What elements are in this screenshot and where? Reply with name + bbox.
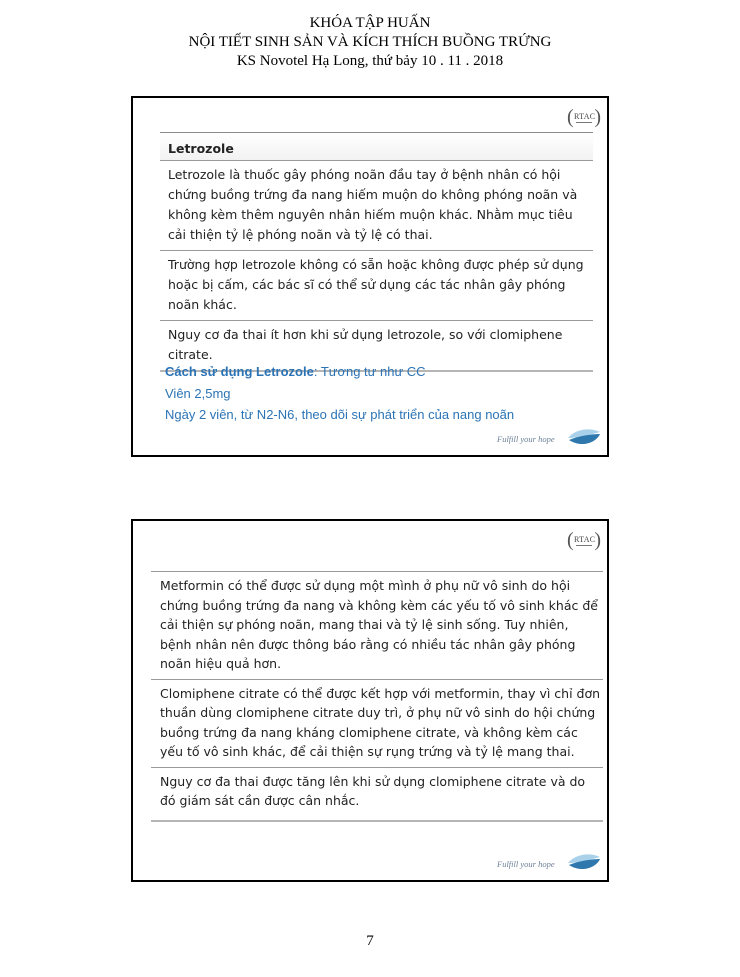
leaf-logo-icon (566, 428, 602, 448)
rtac-logo: ( RTAC ) (567, 529, 601, 551)
slide-footer (497, 853, 602, 875)
footer-slogan: Fulfill your hope (497, 434, 555, 444)
table-header: Letrozole (160, 133, 593, 161)
rtac-logo: ( RTAC ) (567, 106, 601, 128)
table-row: Nguy cơ đa thai được tăng lên khi sử dụng clomiphene citrate và do đó giám sát cần được cân nhắc. (151, 768, 603, 822)
usage-line (165, 364, 426, 379)
dose-line: Viên 2,5mg (165, 386, 231, 401)
page-number: 7 (366, 933, 374, 949)
table-row: Metformin có thể được sử dụng một mình ở phụ nữ vô sinh do hội chứng buồng trứng đa nang và không kèm các yếu tố vô sinh khác để cải thiện sự phóng noãn, mang thai và tỷ lệ sinh sống. Tuy nhiên, bệnh nhân nên được thông báo rằng có nhiều tác nhân gây phóng noãn hiệu quả hơn. (151, 572, 603, 680)
usage-text: : Tương tư như CC (313, 364, 426, 379)
table-row: Clomiphene citrate có thể được kết hợp với metformin, thay vì chỉ đơn thuần dùng clomiphene citrate duy trì, ở phụ nữ vô sinh do hội chứng buồng trứng đa nang kháng clomiphene citrate, và không kèm các yếu tố vô sinh khác, để cải thiện sự rụng trứng và tỷ lệ mang thai. (151, 680, 603, 768)
document-header (0, 14, 740, 71)
table-row: Trường hợp letrozole không có sẵn hoặc không được phép sử dụng hoặc bị cấm, các bác sĩ có thể sử dụng các tác nhân gây phóng noãn khác. (160, 251, 593, 321)
metformin-table (151, 571, 603, 822)
letrozole-table (160, 132, 593, 372)
rtac-logo-text: RTAC (574, 535, 596, 544)
table-row: Letrozole là thuốc gây phóng noãn đầu tay ở bệnh nhân có hội chứng buồng trứng đa nang hiếm muộn do không phóng noãn và không kèm thêm nguyên nhân hiếm muộn khác. Nhằm mục tiêu cải thiện tỷ lệ phóng noãn và tỷ lệ có thai. (160, 161, 593, 251)
usage-label: Cách sử dụng Letrozole (165, 364, 314, 379)
header-course-title: KHÓA TẬP HUẤN (309, 15, 431, 31)
slide-metformin (131, 519, 609, 882)
table-row: Nguy cơ đa thai ít hơn khi sử dụng letrozole, so với clomiphene citrate. (160, 321, 593, 372)
footer-slogan: Fulfill your hope (497, 859, 555, 869)
header-course-subtitle: NỘI TIẾT SINH SẢN VÀ KÍCH THÍCH BUỒNG TRỨNG (188, 34, 552, 50)
slide-footer (497, 428, 602, 450)
leaf-logo-icon (566, 853, 602, 873)
schedule-line: Ngày 2 viên, từ N2-N6, theo dõi sự phát triển của nang noãn (165, 407, 515, 422)
header-venue-date: KS Novotel Hạ Long, thứ bảy 10 . 11 . 2018 (236, 53, 504, 69)
slide-letrozole (131, 96, 609, 457)
rtac-logo-text: RTAC (574, 112, 596, 121)
